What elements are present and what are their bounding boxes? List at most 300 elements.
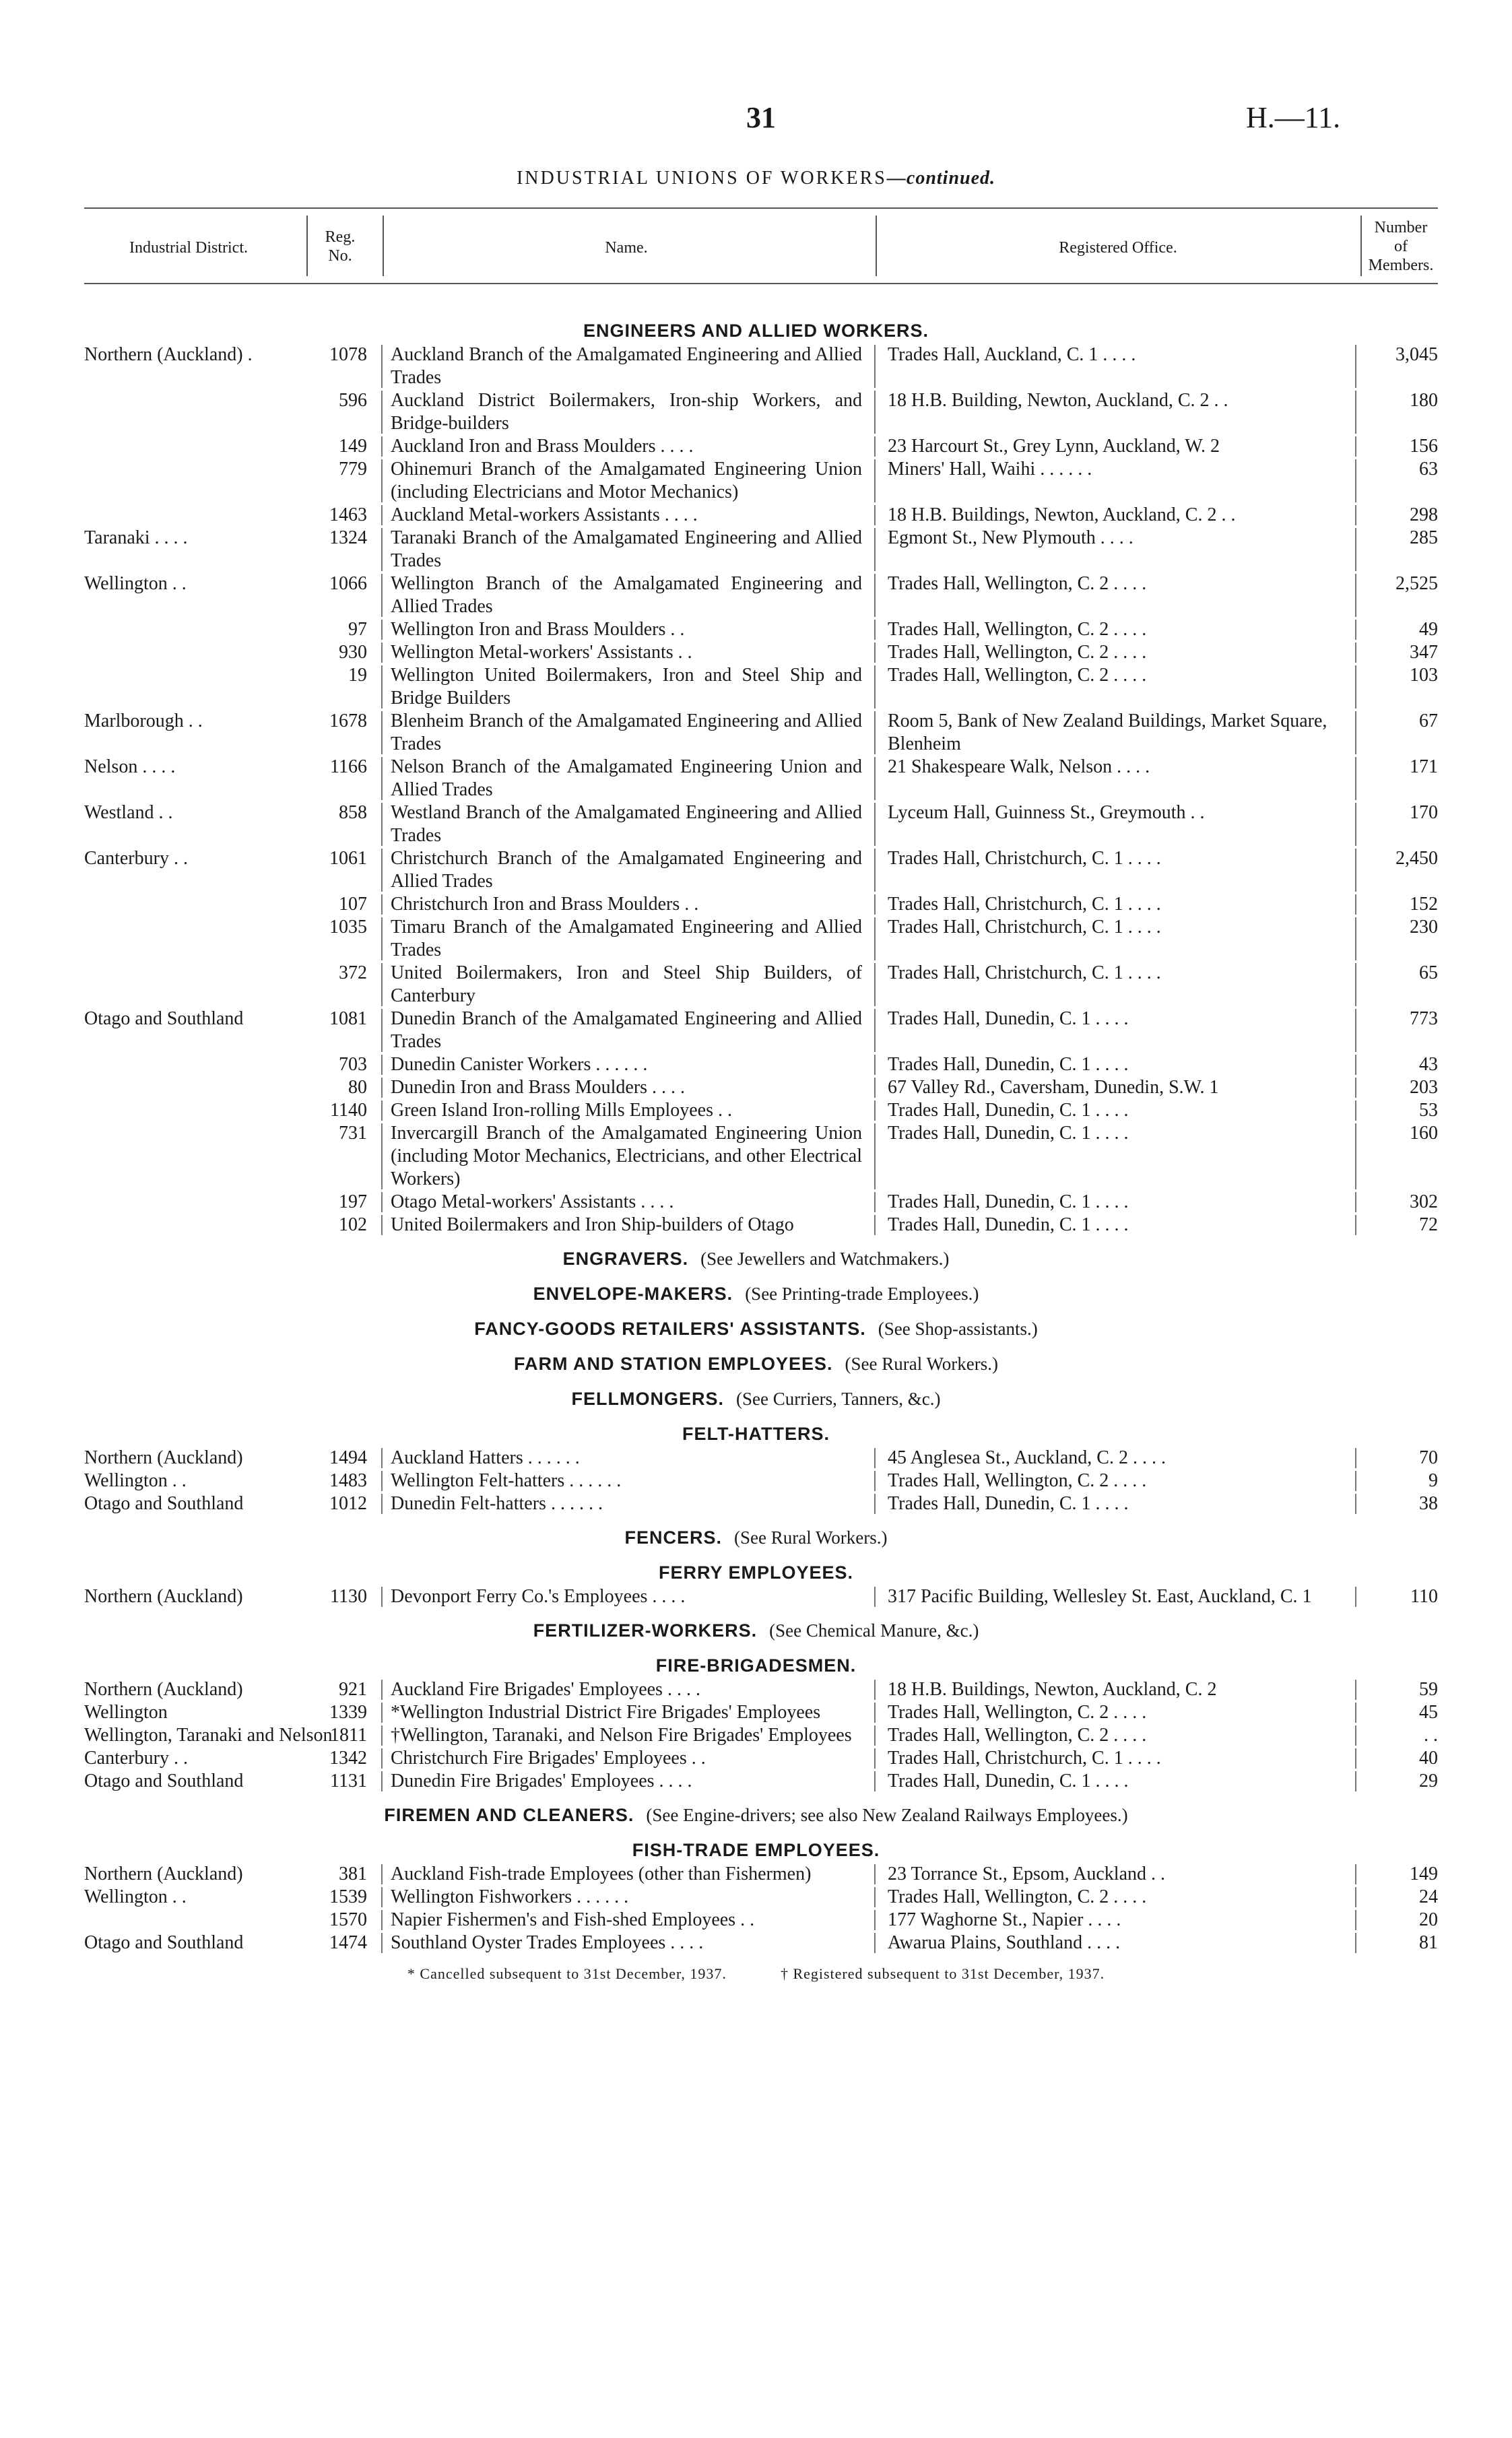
member-count-cell: 170 (1410, 802, 1438, 823)
column-divider (381, 574, 383, 617)
section-title: FERTILIZER-WORKERS. (533, 1620, 758, 1641)
section-title: ENVELOPE-MAKERS. (533, 1284, 733, 1304)
column-divider (381, 1933, 383, 1953)
union-name-cell: Wellington United Boilermakers, Iron and Steel Ship and Bridge Builders (391, 665, 862, 709)
column-divider (874, 505, 876, 525)
section-title: FELT-HATTERS. (682, 1424, 830, 1444)
section-cross-reference: (See Curriers, Tanners, &c.) (735, 1389, 941, 1409)
table-row (0, 847, 1512, 893)
column-divider (874, 1055, 876, 1075)
district-cell: Taranaki . . . . (84, 527, 188, 548)
reg-number-cell: 1061 (329, 848, 367, 869)
registered-office-cell: Trades Hall, Wellington, C. 2 . . . . (888, 1886, 1147, 1907)
column-divider (381, 1192, 383, 1212)
member-count-cell: 347 (1410, 642, 1438, 663)
column-divider (1355, 665, 1356, 709)
column-divider (874, 1100, 876, 1121)
column-divider (381, 963, 383, 1006)
section-heading (0, 1653, 1512, 1678)
column-divider (874, 620, 876, 640)
section-heading (0, 1837, 1512, 1863)
registered-office-cell: Trades Hall, Wellington, C. 2 . . . . (888, 642, 1147, 663)
district-cell: Otago and Southland (84, 1771, 244, 1791)
union-name-cell: Auckland District Boilermakers, Iron-ship Workers, and Bridge-builders (391, 390, 862, 434)
section-title: ENGINEERS AND ALLIED WORKERS. (583, 321, 929, 341)
column-divider (1355, 459, 1356, 502)
office-column-header: Registered Office. (1059, 239, 1177, 257)
column-divider (381, 1123, 383, 1189)
column-divider (381, 803, 383, 846)
table-row (0, 1678, 1512, 1701)
reg-number-cell: 921 (339, 1679, 367, 1700)
reg-number-cell: 1131 (330, 1771, 367, 1791)
registered-office-cell: Trades Hall, Christchurch, C. 1 . . . . (888, 917, 1161, 937)
reg-number-cell: 80 (348, 1077, 367, 1098)
district-cell: Westland . . (84, 802, 173, 823)
member-count-cell: 72 (1419, 1214, 1438, 1235)
header-top-rule (84, 207, 1438, 209)
column-divider (381, 1009, 383, 1052)
column-divider (381, 917, 383, 960)
table-row (0, 618, 1512, 641)
column-divider (381, 528, 383, 571)
district-cell: Northern (Auckland) (84, 1447, 243, 1468)
section-heading (0, 1525, 1512, 1550)
table-row (0, 1747, 1512, 1770)
registered-office-cell: 23 Harcourt St., Grey Lynn, Auckland, W. 2 (888, 436, 1220, 457)
section-cross-reference: (See Rural Workers.) (845, 1354, 999, 1374)
union-name-cell: Invercargill Branch of the Amalgamated Engineering Union (including Motor Mechanics, Electricians, and other Electrical Workers) (391, 1123, 862, 1189)
column-divider (874, 803, 876, 846)
column-divider (874, 1910, 876, 1930)
union-name-cell: Christchurch Fire Brigades' Employees . . (391, 1748, 706, 1769)
column-divider (874, 391, 876, 434)
registered-office-cell: Trades Hall, Wellington, C. 2 . . . . (888, 1702, 1147, 1723)
table-row (0, 1191, 1512, 1214)
registered-office-cell: Trades Hall, Christchurch, C. 1 . . . . (888, 894, 1161, 915)
section-heading (0, 1386, 1512, 1412)
union-name-cell: Nelson Branch of the Amalgamated Engineering Union and Allied Trades (391, 756, 862, 800)
column-divider (1355, 1703, 1356, 1723)
section-cross-reference: (See Engine-drivers; see also New Zealand Railways Employees.) (646, 1805, 1128, 1825)
table-row (0, 664, 1512, 710)
column-divider (874, 849, 876, 892)
member-count-cell: 20 (1419, 1909, 1438, 1930)
column-divider (1355, 849, 1356, 892)
name-column-header: Name. (605, 239, 648, 257)
column-divider (1355, 391, 1356, 434)
table-row (0, 1701, 1512, 1724)
column-divider (1355, 1055, 1356, 1075)
column-divider (874, 665, 876, 709)
table-row (0, 1214, 1512, 1237)
union-name-cell: Wellington Iron and Brass Moulders . . (391, 619, 685, 640)
table-row (0, 1053, 1512, 1076)
reg-number-cell: 1035 (329, 917, 367, 937)
member-count-cell: 45 (1419, 1702, 1438, 1723)
section-cross-reference: (See Jewellers and Watchmakers.) (700, 1249, 950, 1269)
column-divider (1355, 803, 1356, 846)
reg-number-cell: 1166 (330, 756, 367, 777)
column-divider (874, 1887, 876, 1907)
member-count-cell: . . (1424, 1725, 1438, 1746)
column-divider (874, 1748, 876, 1769)
section-title: FELLMONGERS. (571, 1389, 724, 1409)
district-cell: Otago and Southland (84, 1008, 244, 1029)
column-divider (874, 345, 876, 388)
section-cross-reference: (See Shop-assistants.) (878, 1319, 1038, 1339)
column-divider (381, 1771, 383, 1791)
registered-office-cell: 21 Shakespeare Walk, Nelson . . . . (888, 756, 1150, 777)
union-name-cell: Wellington Branch of the Amalgamated Engineering and Allied Trades (391, 573, 862, 617)
union-name-cell: Auckland Metal-workers Assistants . . . . (391, 504, 698, 525)
reg-number-cell: 97 (348, 619, 367, 640)
member-count-cell: 773 (1410, 1008, 1438, 1029)
reg-number-cell: 1342 (329, 1748, 367, 1769)
member-count-cell: 2,450 (1395, 848, 1438, 869)
column-divider (874, 894, 876, 915)
district-cell: Wellington . . (84, 573, 187, 594)
column-divider (874, 528, 876, 571)
table-row (0, 1724, 1512, 1747)
registered-office-cell: Trades Hall, Wellington, C. 2 . . . . (888, 1725, 1147, 1746)
column-divider (381, 894, 383, 915)
column-divider (381, 711, 383, 754)
district-cell: Otago and Southland (84, 1493, 244, 1514)
member-count-cell: 29 (1419, 1771, 1438, 1791)
member-count-cell: 110 (1410, 1586, 1438, 1607)
section-heading (0, 1281, 1512, 1307)
union-name-cell: Devonport Ferry Co.'s Employees . . . . (391, 1586, 686, 1607)
union-name-cell: Auckland Fire Brigades' Employees . . . . (391, 1679, 700, 1700)
column-divider (1355, 1494, 1356, 1514)
registered-office-cell: 317 Pacific Building, Wellesley St. East, Auckland, C. 1 (888, 1586, 1312, 1607)
column-divider (381, 1471, 383, 1491)
column-divider (874, 436, 876, 457)
table-row (0, 962, 1512, 1008)
section-heading (0, 318, 1512, 343)
column-divider (874, 1771, 876, 1791)
reg-number-cell: 372 (339, 962, 367, 983)
column-divider (1355, 1123, 1356, 1189)
column-divider (381, 1703, 383, 1723)
union-name-cell: Dunedin Felt-hatters . . . . . . (391, 1493, 603, 1514)
section-title: FARM AND STATION EMPLOYEES. (513, 1354, 833, 1374)
district-column-header: Industrial District. (129, 239, 248, 257)
union-name-cell: Christchurch Iron and Brass Moulders . . (391, 894, 699, 915)
column-divider (874, 711, 876, 754)
members-column-header: Number of Members. (1368, 219, 1434, 274)
column-divider (381, 1748, 383, 1769)
column-divider (1355, 711, 1356, 754)
reg-number-cell: 1066 (329, 573, 367, 594)
table-row (0, 343, 1512, 389)
member-count-cell: 43 (1419, 1054, 1438, 1075)
registered-office-cell: Trades Hall, Christchurch, C. 1 . . . . (888, 1748, 1161, 1769)
table-row (0, 1447, 1512, 1470)
column-divider (874, 1703, 876, 1723)
reg-number-cell: 930 (339, 642, 367, 663)
district-cell: Northern (Auckland) (84, 1864, 243, 1884)
member-count-cell: 2,525 (1395, 573, 1438, 594)
section-cross-reference: (See Printing-trade Employees.) (745, 1284, 979, 1304)
union-name-cell: Wellington Felt-hatters . . . . . . (391, 1470, 622, 1491)
section-heading (0, 1802, 1512, 1828)
table-row (0, 1470, 1512, 1492)
district-cell: Wellington . . (84, 1886, 187, 1907)
union-name-cell: Napier Fishermen's and Fish-shed Employees . . (391, 1909, 755, 1930)
column-divider (874, 1680, 876, 1700)
reg-number-cell: 1678 (329, 711, 367, 731)
section-heading (0, 1618, 1512, 1643)
column-divider (874, 1494, 876, 1514)
union-name-cell: *Wellington Industrial District Fire Brigades' Employees (391, 1702, 821, 1723)
reg-number-cell: 1463 (329, 504, 367, 525)
table-row (0, 572, 1512, 618)
registered-office-cell: Lyceum Hall, Guinness St., Greymouth . . (888, 802, 1205, 823)
section-cross-reference: (See Chemical Manure, &c.) (769, 1620, 979, 1641)
column-divider (381, 1078, 383, 1098)
table-row (0, 1122, 1512, 1191)
table-row (0, 389, 1512, 435)
member-count-cell: 302 (1410, 1191, 1438, 1212)
member-count-cell: 53 (1419, 1100, 1438, 1121)
member-count-cell: 103 (1410, 665, 1438, 686)
header-bottom-rule (84, 283, 1438, 284)
registered-office-cell: Egmont St., New Plymouth . . . . (888, 527, 1133, 548)
column-divider (381, 505, 383, 525)
reg-number-cell: 1081 (329, 1008, 367, 1029)
reg-number-cell: 1339 (329, 1702, 367, 1723)
district-cell: Wellington . . (84, 1470, 187, 1491)
column-divider (874, 757, 876, 800)
reg-number-cell: 102 (339, 1214, 367, 1235)
column-divider (1355, 1078, 1356, 1098)
column-divider (874, 1009, 876, 1052)
document-reference: H.—11. (1246, 101, 1341, 134)
column-divider (874, 1215, 876, 1235)
district-cell: Northern (Auckland) (84, 1586, 243, 1607)
column-divider (1355, 345, 1356, 388)
union-register-table (0, 308, 1512, 1985)
reg-number-cell: 779 (339, 459, 367, 480)
section-heading (0, 1421, 1512, 1447)
member-count-cell: 180 (1410, 390, 1438, 411)
column-divider (874, 1471, 876, 1491)
reg-number-cell: 703 (339, 1054, 367, 1075)
column-divider (1355, 1009, 1356, 1052)
union-name-cell: Green Island Iron-rolling Mills Employees . . (391, 1100, 733, 1121)
section-heading (0, 1316, 1512, 1342)
member-count-cell: 70 (1419, 1447, 1438, 1468)
reg-number-cell: 1324 (329, 527, 367, 548)
column-divider (383, 216, 384, 276)
district-cell: Wellington, Taranaki and Nelson (84, 1725, 333, 1746)
column-divider (1355, 528, 1356, 571)
district-cell: Northern (Auckland) (84, 1679, 243, 1700)
district-cell: Nelson . . . . (84, 756, 176, 777)
reg-number-cell: 1474 (329, 1932, 367, 1953)
union-name-cell: United Boilermakers, Iron and Steel Ship Builders, of Canterbury (391, 962, 862, 1006)
union-name-cell: Otago Metal-workers' Assistants . . . . (391, 1191, 674, 1212)
member-count-cell: 65 (1419, 962, 1438, 983)
union-name-cell: Wellington Metal-workers' Assistants . . (391, 642, 692, 663)
reg-number-cell: 1078 (329, 344, 367, 365)
member-count-cell: 285 (1410, 527, 1438, 548)
section-heading (0, 1246, 1512, 1272)
registered-office-cell: Room 5, Bank of New Zealand Buildings, Market Square, Blenheim (888, 711, 1327, 754)
column-divider (874, 1123, 876, 1189)
reg-number-cell: 149 (339, 436, 367, 457)
column-divider (1360, 216, 1362, 276)
table-row (0, 1008, 1512, 1053)
column-divider (1355, 1587, 1356, 1607)
reg-number-cell: 1012 (329, 1493, 367, 1514)
column-divider (1355, 1192, 1356, 1212)
column-divider (1355, 1215, 1356, 1235)
reg-number-cell: 1811 (330, 1725, 367, 1746)
member-count-cell: 171 (1410, 756, 1438, 777)
table-row (0, 641, 1512, 664)
reg-number-cell: 197 (339, 1191, 367, 1212)
column-divider (306, 216, 308, 276)
section-title: FERRY EMPLOYEES. (658, 1562, 854, 1583)
section-heading (0, 1351, 1512, 1377)
union-name-cell: Auckland Iron and Brass Moulders . . . . (391, 436, 694, 457)
union-name-cell: Auckland Branch of the Amalgamated Engineering and Allied Trades (391, 344, 862, 388)
registered-office-cell: Trades Hall, Wellington, C. 2 . . . . (888, 1470, 1147, 1491)
column-divider (1355, 1448, 1356, 1468)
registered-office-cell: 18 H.B. Buildings, Newton, Auckland, C. 2 . . (888, 504, 1236, 525)
column-divider (381, 849, 383, 892)
union-name-cell: United Boilermakers and Iron Ship-builders of Otago (391, 1214, 794, 1235)
section-title: FISH-TRADE EMPLOYEES. (632, 1840, 880, 1860)
district-cell: Marlborough . . (84, 711, 203, 731)
table-row (0, 458, 1512, 504)
reg-number-cell: 1130 (330, 1586, 367, 1607)
table-row (0, 801, 1512, 847)
column-divider (874, 574, 876, 617)
column-divider (1355, 620, 1356, 640)
column-divider (381, 1725, 383, 1746)
union-name-cell: Dunedin Fire Brigades' Employees . . . . (391, 1771, 692, 1791)
column-divider (381, 1055, 383, 1075)
member-count-cell: 63 (1419, 459, 1438, 480)
union-name-cell: Ohinemuri Branch of the Amalgamated Engineering Union (including Electricians and Motor Mechanics) (391, 459, 862, 502)
reg-number-cell: 858 (339, 802, 367, 823)
registered-office-cell: Trades Hall, Dunedin, C. 1 . . . . (888, 1100, 1129, 1121)
column-divider (381, 643, 383, 663)
column-divider (381, 1887, 383, 1907)
union-name-cell: Taranaki Branch of the Amalgamated Engineering and Allied Trades (391, 527, 862, 571)
column-divider (1355, 1771, 1356, 1791)
column-divider (1355, 1864, 1356, 1884)
registered-office-cell: Trades Hall, Dunedin, C. 1 . . . . (888, 1054, 1129, 1075)
column-divider (874, 1725, 876, 1746)
registered-office-cell: Trades Hall, Dunedin, C. 1 . . . . (888, 1214, 1129, 1235)
member-count-cell: 230 (1410, 917, 1438, 937)
union-name-cell: Christchurch Branch of the Amalgamated Engineering and Allied Trades (391, 848, 862, 892)
column-divider (381, 1448, 383, 1468)
district-cell: Northern (Auckland) . (84, 344, 253, 365)
column-divider (874, 1933, 876, 1953)
column-divider (381, 345, 383, 388)
member-count-cell: 203 (1410, 1077, 1438, 1098)
registered-office-cell: Trades Hall, Wellington, C. 2 . . . . (888, 619, 1147, 640)
column-divider (381, 1864, 383, 1884)
column-divider (1355, 963, 1356, 1006)
registered-office-cell: 18 H.B. Building, Newton, Auckland, C. 2 . . (888, 390, 1228, 411)
column-divider (1355, 1471, 1356, 1491)
column-divider (1355, 1910, 1356, 1930)
reg-number-cell: 19 (348, 665, 367, 686)
table-row (0, 1886, 1512, 1909)
table-row (0, 710, 1512, 756)
table-row (0, 916, 1512, 962)
reg-number-cell: 381 (339, 1864, 367, 1884)
section-title: FIRE-BRIGADESMEN. (655, 1655, 857, 1676)
column-divider (1355, 1725, 1356, 1746)
registered-office-cell: Trades Hall, Auckland, C. 1 . . . . (888, 344, 1136, 365)
column-divider (381, 1494, 383, 1514)
reg-number-cell: 1494 (329, 1447, 367, 1468)
district-cell: Otago and Southland (84, 1932, 244, 1953)
member-count-cell: 160 (1410, 1123, 1438, 1144)
column-divider (381, 757, 383, 800)
union-name-cell: Dunedin Iron and Brass Moulders . . . . (391, 1077, 686, 1098)
section-cross-reference: (See Rural Workers.) (734, 1527, 888, 1548)
registered-office-cell: Trades Hall, Dunedin, C. 1 . . . . (888, 1123, 1129, 1144)
registered-office-cell: Trades Hall, Dunedin, C. 1 . . . . (888, 1493, 1129, 1514)
column-divider (381, 1910, 383, 1930)
column-divider (1355, 1100, 1356, 1121)
member-count-cell: 298 (1410, 504, 1438, 525)
registered-office-cell: Trades Hall, Christchurch, C. 1 . . . . (888, 962, 1161, 983)
union-name-cell: Southland Oyster Trades Employees . . . . (391, 1932, 704, 1953)
registered-office-cell: Trades Hall, Dunedin, C. 1 . . . . (888, 1771, 1129, 1791)
union-name-cell: Blenheim Branch of the Amalgamated Engineering and Allied Trades (391, 711, 862, 754)
registered-office-cell: Trades Hall, Christchurch, C. 1 . . . . (888, 848, 1161, 869)
member-count-cell: 40 (1419, 1748, 1438, 1769)
column-divider (381, 391, 383, 434)
column-divider (876, 216, 877, 276)
column-divider (874, 643, 876, 663)
table-row (0, 1585, 1512, 1608)
registered-office-cell: Awarua Plains, Southland . . . . (888, 1932, 1121, 1953)
section-title: FANCY-GOODS RETAILERS' ASSISTANTS. (474, 1319, 866, 1339)
district-cell: Canterbury . . (84, 1748, 188, 1769)
reg-number-cell: 731 (339, 1123, 367, 1144)
member-count-cell: 3,045 (1395, 344, 1438, 365)
column-divider (381, 1100, 383, 1121)
union-name-cell: Westland Branch of the Amalgamated Engineering and Allied Trades (391, 802, 862, 846)
table-row (0, 504, 1512, 527)
column-divider (381, 436, 383, 457)
member-count-cell: 59 (1419, 1679, 1438, 1700)
table-row (0, 1932, 1512, 1954)
table-row (0, 1770, 1512, 1793)
section-title: ENGRAVERS. (562, 1249, 689, 1269)
reg-number-cell: 1140 (330, 1100, 367, 1121)
district-cell: Canterbury . . (84, 848, 188, 869)
footnotes (0, 1963, 1512, 1985)
column-headers (0, 216, 1512, 283)
footnote-cancelled: * Cancelled subsequent to 31st December, 1937. (407, 1965, 727, 1982)
registered-office-cell: Trades Hall, Wellington, C. 2 . . . . (888, 573, 1147, 594)
column-divider (381, 1587, 383, 1607)
registered-office-cell: 23 Torrance St., Epsom, Auckland . . (888, 1864, 1166, 1884)
column-divider (1355, 1933, 1356, 1953)
